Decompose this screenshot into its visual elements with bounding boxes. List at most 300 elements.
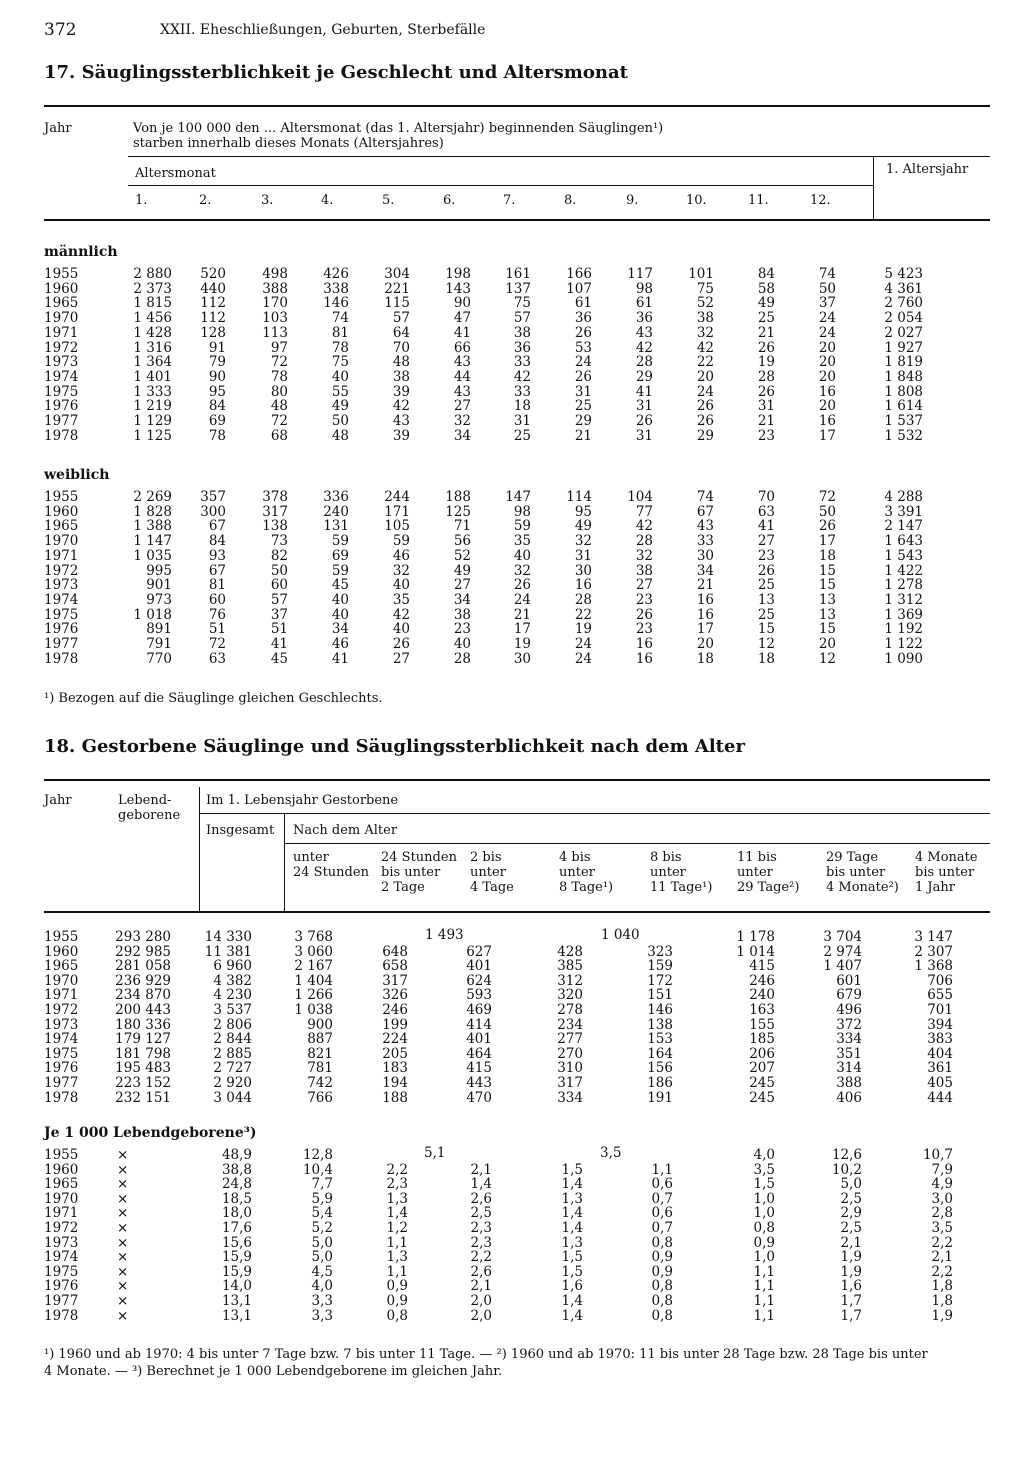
value-cell: 49 [331, 398, 349, 415]
value-cell: 45 [270, 650, 288, 667]
value-cell: 3 044 [213, 1089, 252, 1106]
value-cell: 1,3 [386, 1249, 408, 1266]
value-cell: 24 [818, 324, 836, 341]
value-cell: 1 428 [133, 324, 172, 341]
table18-header-rule [44, 911, 990, 913]
value-cell: 2,2 [470, 1249, 492, 1266]
merged-value-cell: 1 040 [601, 927, 640, 943]
value-cell: 1 369 [884, 606, 923, 623]
value-cell: 93 [208, 547, 226, 564]
value-cell: 1 312 [884, 591, 923, 608]
value-cell: 2,5 [470, 1205, 492, 1222]
subheader-text: unter [737, 865, 773, 880]
value-cell: 1,5 [561, 1249, 583, 1266]
value-cell: 34 [696, 562, 714, 579]
value-cell: 13,1 [221, 1307, 252, 1324]
cross-symbol: × [117, 1307, 129, 1324]
value-cell: 17 [818, 427, 836, 444]
year-cell: 1974 [44, 1031, 79, 1048]
value-cell: 223 152 [115, 1075, 171, 1091]
value-cell: 171 [384, 503, 410, 520]
value-cell: 21 [757, 413, 775, 429]
value-cell: 401 [466, 1031, 492, 1048]
subheader-text: 4 Monate²) [826, 880, 899, 895]
value-cell: 1,4 [386, 1205, 408, 1222]
value-cell: 221 [384, 280, 410, 297]
value-cell: 63 [208, 650, 226, 667]
value-cell: 1 122 [884, 636, 923, 652]
value-cell: 70 [392, 339, 410, 356]
value-cell: 18 [696, 650, 714, 667]
year-cell: 1960 [44, 503, 79, 520]
table-row [0, 1309, 1024, 1324]
month-header: 11. [748, 193, 769, 208]
year-cell: 1972 [44, 1220, 79, 1236]
value-cell: 26 [574, 368, 592, 385]
value-cell: 0,8 [753, 1220, 775, 1236]
value-cell: 75 [513, 295, 531, 312]
year-cell: 1978 [44, 1089, 79, 1106]
value-cell: 1 090 [884, 650, 923, 667]
month-header: 9. [626, 193, 639, 208]
value-cell: 146 [323, 295, 349, 312]
month-header: 5. [382, 193, 395, 208]
value-cell: 334 [557, 1089, 583, 1106]
month-header: 7. [503, 193, 516, 208]
value-cell: 70 [757, 489, 775, 505]
value-cell: 1,1 [753, 1278, 775, 1295]
table-row [0, 1236, 1024, 1251]
value-cell: 163 [749, 1002, 775, 1018]
value-cell: 0,7 [651, 1190, 673, 1207]
table-row [0, 1003, 1024, 1018]
value-cell: 388 [836, 1075, 862, 1091]
value-cell: 887 [307, 1031, 333, 1048]
table-row [0, 1206, 1024, 1221]
value-cell: 31 [635, 398, 653, 415]
value-cell: 61 [574, 295, 592, 312]
cross-symbol: × [117, 1147, 129, 1163]
value-cell: 1 125 [133, 427, 172, 444]
value-cell: 317 [262, 503, 288, 520]
value-cell: 1 147 [133, 533, 172, 550]
table-row [0, 355, 1024, 370]
value-cell: 0,8 [386, 1307, 408, 1324]
year-cell: 1971 [44, 324, 79, 341]
value-cell: 2,3 [470, 1220, 492, 1236]
value-cell: 2,2 [931, 1234, 953, 1251]
value-cell: 24 [696, 383, 714, 400]
value-cell: 18,5 [221, 1190, 252, 1207]
value-cell: 15 [818, 562, 836, 579]
value-cell: 48,9 [221, 1147, 252, 1163]
value-cell: 170 [262, 295, 288, 312]
value-cell: 1 927 [884, 339, 923, 356]
value-cell: 312 [557, 972, 583, 989]
year-cell: 1975 [44, 383, 79, 400]
value-cell: 43 [453, 354, 471, 371]
value-cell: 5,0 [311, 1234, 333, 1251]
value-cell: 1,0 [753, 1205, 775, 1222]
value-cell: 2 880 [133, 266, 172, 282]
value-cell: 53 [574, 339, 592, 356]
value-cell: 26 [757, 339, 775, 356]
value-cell: 50 [331, 413, 349, 429]
value-cell: 27 [392, 650, 410, 667]
value-cell: 334 [836, 1031, 862, 1048]
value-cell: 21 [513, 606, 531, 623]
value-cell: 28 [453, 650, 471, 667]
value-cell: 2,8 [931, 1205, 953, 1222]
value-cell: 18,0 [221, 1205, 252, 1222]
value-cell: 426 [323, 266, 349, 282]
value-cell: 1 614 [884, 398, 923, 415]
value-cell: 72 [208, 636, 226, 652]
value-cell: 188 [445, 489, 471, 505]
value-cell: 198 [445, 266, 471, 282]
value-cell: 12,8 [302, 1147, 333, 1163]
year-cell: 1973 [44, 577, 79, 594]
value-cell: 383 [927, 1031, 953, 1048]
value-cell: 26 [818, 518, 836, 535]
value-cell: 2 920 [213, 1075, 252, 1091]
value-cell: 16 [818, 383, 836, 400]
value-cell: 1 643 [884, 533, 923, 550]
value-cell: 16 [635, 636, 653, 652]
value-cell: 24,8 [221, 1176, 252, 1193]
value-cell: 98 [635, 280, 653, 297]
value-cell: 0,8 [651, 1293, 673, 1309]
value-cell: 32 [453, 413, 471, 429]
table-row [0, 593, 1024, 608]
value-cell: 36 [513, 339, 531, 356]
value-cell: 781 [307, 1060, 333, 1077]
value-cell: 428 [557, 943, 583, 960]
value-cell: 1,9 [931, 1307, 953, 1324]
value-cell: 200 443 [115, 1002, 171, 1018]
year-cell: 1965 [44, 958, 79, 975]
value-cell: 973 [146, 591, 172, 608]
value-cell: 19 [757, 354, 775, 371]
value-cell: 1 316 [133, 339, 172, 356]
value-cell: 2 885 [213, 1045, 252, 1062]
month-header: 6. [443, 193, 456, 208]
value-cell: 11 381 [204, 943, 252, 960]
year-cell: 1978 [44, 1307, 79, 1324]
value-cell: 326 [382, 987, 408, 1004]
table-row [0, 429, 1024, 444]
table-row [0, 1177, 1024, 1192]
year-cell: 1975 [44, 1045, 79, 1062]
value-cell: 2 307 [914, 943, 953, 960]
group-label: weiblich [44, 467, 110, 483]
value-cell: 46 [331, 636, 349, 652]
value-cell: 43 [635, 324, 653, 341]
value-cell: 43 [392, 413, 410, 429]
table17-col-jahr: Jahr [44, 121, 72, 136]
value-cell: 361 [927, 1060, 953, 1077]
value-cell: 64 [392, 324, 410, 341]
value-cell: 1,3 [561, 1234, 583, 1251]
value-cell: 41 [270, 636, 288, 652]
value-cell: 2,1 [931, 1249, 953, 1266]
value-cell: 5,2 [311, 1220, 333, 1236]
value-cell: 1,9 [840, 1263, 862, 1280]
table-row [0, 1250, 1024, 1265]
value-cell: 16 [574, 577, 592, 594]
value-cell: 33 [696, 533, 714, 550]
value-cell: 3 147 [914, 929, 953, 945]
value-cell: 2,3 [470, 1234, 492, 1251]
year-cell: 1965 [44, 295, 79, 312]
value-cell: 57 [270, 591, 288, 608]
value-cell: 2,1 [470, 1161, 492, 1178]
value-cell: 1,4 [470, 1176, 492, 1193]
value-cell: 601 [836, 972, 862, 989]
value-cell: 7,7 [311, 1176, 333, 1193]
year-cell: 1974 [44, 1249, 79, 1266]
value-cell: 2 806 [213, 1016, 252, 1033]
value-cell: 0,8 [651, 1234, 673, 1251]
value-cell: 2,5 [840, 1190, 862, 1207]
value-cell: 658 [382, 958, 408, 975]
value-cell: 13 [757, 591, 775, 608]
value-cell: 1 219 [133, 398, 172, 415]
value-cell: 1 456 [133, 310, 172, 327]
value-cell: 101 [688, 266, 714, 282]
table-row [0, 267, 1024, 282]
value-cell: 3,5 [931, 1220, 953, 1236]
year-cell: 1971 [44, 547, 79, 564]
subheader-text: unter [293, 850, 329, 865]
value-cell: 23 [453, 621, 471, 638]
value-cell: 0,6 [651, 1205, 673, 1222]
year-cell: 1955 [44, 929, 79, 945]
year-cell: 1972 [44, 562, 79, 579]
value-cell: 3 391 [884, 503, 923, 520]
value-cell: 32 [513, 562, 531, 579]
value-cell: 16 [818, 413, 836, 429]
value-cell: 128 [200, 324, 226, 341]
table-row [0, 1294, 1024, 1309]
value-cell: 40 [331, 591, 349, 608]
value-cell: 1 848 [884, 368, 923, 385]
value-cell: 234 870 [115, 987, 171, 1004]
cross-symbol: × [117, 1161, 129, 1178]
value-cell: 1 828 [133, 503, 172, 520]
year-cell: 1975 [44, 1263, 79, 1280]
value-cell: 57 [513, 310, 531, 327]
value-cell: 48 [392, 354, 410, 371]
subheader-text: 4 Monate [915, 850, 978, 865]
table18-divider-1 [199, 787, 200, 911]
value-cell: 17 [696, 621, 714, 638]
value-cell: 44 [453, 368, 471, 385]
value-cell: 21 [696, 577, 714, 594]
value-cell: 29 [696, 427, 714, 444]
value-cell: 821 [307, 1045, 333, 1062]
subheader-text: bis unter [915, 865, 975, 880]
value-cell: 4 288 [884, 489, 923, 505]
value-cell: 117 [627, 266, 653, 282]
value-cell: 90 [208, 368, 226, 385]
value-cell: 1 532 [884, 427, 923, 444]
cross-symbol: × [117, 1263, 129, 1280]
value-cell: 1 819 [884, 354, 923, 371]
value-cell: 155 [749, 1016, 775, 1033]
cross-symbol: × [117, 1220, 129, 1236]
table17-altersmonat-rule [128, 185, 873, 186]
value-cell: 104 [627, 489, 653, 505]
value-cell: 5,0 [840, 1176, 862, 1193]
value-cell: 199 [382, 1016, 408, 1033]
year-cell: 1976 [44, 1278, 79, 1295]
year-cell: 1972 [44, 339, 79, 356]
value-cell: 2 844 [213, 1031, 252, 1048]
value-cell: 24 [574, 650, 592, 667]
value-cell: 25 [757, 577, 775, 594]
value-cell: 50 [818, 280, 836, 297]
year-cell: 1977 [44, 413, 79, 429]
year-cell: 1970 [44, 533, 79, 550]
year-cell: 1970 [44, 972, 79, 989]
value-cell: 41 [453, 324, 471, 341]
year-cell: 1974 [44, 368, 79, 385]
value-cell: 1 192 [884, 621, 923, 638]
value-cell: 1,7 [840, 1293, 862, 1309]
value-cell: 3,5 [753, 1161, 775, 1178]
table17-altersjahr: 1. Altersjahr [886, 162, 969, 177]
value-cell: 4 382 [213, 972, 252, 989]
value-cell: 2,6 [470, 1190, 492, 1207]
value-cell: 20 [818, 354, 836, 371]
value-cell: 38 [453, 606, 471, 623]
value-cell: 95 [208, 383, 226, 400]
value-cell: 1 018 [133, 606, 172, 623]
value-cell: 52 [696, 295, 714, 312]
cross-symbol: × [117, 1293, 129, 1309]
value-cell: 41 [635, 383, 653, 400]
value-cell: 3 537 [213, 1002, 252, 1018]
value-cell: 15 [818, 577, 836, 594]
table17-header-rule [44, 219, 990, 221]
value-cell: 304 [384, 266, 410, 282]
table-row [0, 1192, 1024, 1207]
table18-divider-2 [284, 813, 285, 911]
value-cell: 29 [574, 413, 592, 429]
subheader-text: bis unter [381, 865, 441, 880]
value-cell: 246 [749, 972, 775, 989]
table17-top-rule [44, 105, 990, 107]
value-cell: 2 167 [294, 958, 333, 975]
value-cell: 74 [696, 489, 714, 505]
table18-col-jahr: Jahr [44, 793, 72, 808]
value-cell: 138 [262, 518, 288, 535]
value-cell: 59 [331, 533, 349, 550]
value-cell: 25 [574, 398, 592, 415]
value-cell: 1,1 [386, 1263, 408, 1280]
value-cell: 68 [270, 427, 288, 444]
value-cell: 1 266 [294, 987, 333, 1004]
value-cell: 496 [836, 1002, 862, 1018]
cross-symbol: × [117, 1249, 129, 1266]
value-cell: 770 [146, 650, 172, 667]
subheader-text: 1 Jahr [915, 880, 955, 895]
value-cell: 1 368 [914, 958, 953, 975]
value-cell: 34 [331, 621, 349, 638]
year-cell: 1974 [44, 591, 79, 608]
value-cell: 320 [557, 987, 583, 1004]
value-cell: 30 [513, 650, 531, 667]
value-cell: 0,8 [651, 1278, 673, 1295]
value-cell: 60 [270, 577, 288, 594]
value-cell: 42 [513, 368, 531, 385]
year-cell: 1960 [44, 280, 79, 297]
value-cell: 112 [200, 295, 226, 312]
month-header: 2. [199, 193, 212, 208]
table-row [0, 1091, 1024, 1106]
value-cell: 25 [513, 427, 531, 444]
value-cell: 186 [647, 1075, 673, 1091]
table18-top-rule [44, 779, 990, 781]
value-cell: 2,6 [470, 1263, 492, 1280]
table-row [0, 1265, 1024, 1280]
value-cell: 1,5 [753, 1176, 775, 1193]
table-row [0, 578, 1024, 593]
value-cell: 26 [757, 383, 775, 400]
value-cell: 310 [557, 1060, 583, 1077]
value-cell: 31 [635, 427, 653, 444]
value-cell: 55 [331, 383, 349, 400]
value-cell: 4 230 [213, 987, 252, 1004]
value-cell: 3,3 [311, 1293, 333, 1309]
value-cell: 0,9 [386, 1278, 408, 1295]
value-cell: 38 [513, 324, 531, 341]
month-header: 1. [135, 193, 148, 208]
table-row [0, 414, 1024, 429]
value-cell: 14 330 [204, 929, 252, 945]
rate-group-label: Je 1 000 Lebendgeborene³) [44, 1125, 257, 1141]
table18-im1: Im 1. Lebensjahr Gestorbene [206, 793, 399, 808]
cross-symbol: × [117, 1190, 129, 1207]
value-cell: 56 [453, 533, 471, 550]
value-cell: 1,5 [561, 1263, 583, 1280]
value-cell: 50 [818, 503, 836, 520]
value-cell: 42 [392, 606, 410, 623]
value-cell: 27 [757, 533, 775, 550]
value-cell: 78 [331, 339, 349, 356]
value-cell: 59 [392, 533, 410, 550]
value-cell: 706 [927, 972, 953, 989]
value-cell: 0,7 [651, 1220, 673, 1236]
value-cell: 34 [453, 427, 471, 444]
value-cell: 394 [927, 1016, 953, 1033]
value-cell: 4,9 [931, 1176, 953, 1193]
value-cell: 995 [146, 562, 172, 579]
value-cell: 40 [513, 547, 531, 564]
value-cell: 61 [635, 295, 653, 312]
table18-nach: Nach dem Alter [293, 823, 398, 838]
value-cell: 27 [453, 577, 471, 594]
value-cell: 1,8 [931, 1278, 953, 1295]
value-cell: 401 [466, 958, 492, 975]
value-cell: 1,8 [931, 1293, 953, 1309]
value-cell: 293 280 [115, 929, 171, 945]
value-cell: 13,1 [221, 1293, 252, 1309]
value-cell: 49 [574, 518, 592, 535]
value-cell: 107 [566, 280, 592, 297]
table-row [0, 490, 1024, 505]
